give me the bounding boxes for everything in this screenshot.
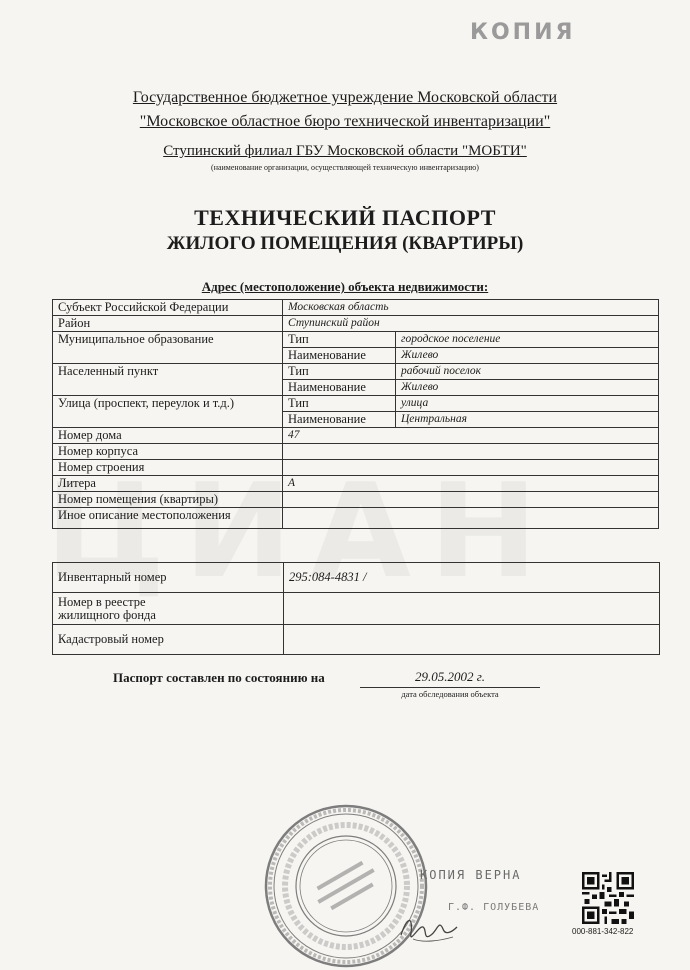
table-row — [53, 364, 659, 380]
building-label: Номер корпуса — [53, 444, 283, 460]
table-row — [53, 563, 660, 593]
locality-label: Населенный пункт — [53, 364, 283, 396]
document-title: ТЕХНИЧЕСКИЙ ПАСПОРТ — [194, 205, 496, 230]
other-value — [283, 508, 659, 529]
letter-value: А — [283, 476, 659, 492]
passport-date-caption: дата обследования объекта — [401, 689, 499, 699]
inventory-table — [52, 562, 660, 655]
address-heading: Адрес (местоположение) объекта недвижимости: — [201, 279, 489, 294]
registry-label-line2: жилищного фонда — [58, 608, 156, 622]
letter-label: Литера — [53, 476, 283, 492]
inventory-value: 295:084-4831 / — [284, 563, 660, 593]
table-row — [53, 625, 660, 655]
street-type-label: Тип — [283, 396, 396, 412]
copy-verified-stamp: КОПИЯ ВЕРНА — [420, 868, 522, 882]
municipal-name-value: Жилево — [396, 348, 659, 364]
apartment-label: Номер помещения (квартиры) — [53, 492, 283, 508]
locality-name-value: Жилево — [396, 380, 659, 396]
street-name-value: Центральная — [396, 412, 659, 428]
table-row — [53, 332, 659, 348]
table-row — [53, 428, 659, 444]
street-label: Улица (проспект, переулок и т.д.) — [53, 396, 283, 428]
registry-label — [53, 593, 284, 625]
district-value: Ступинский район — [283, 316, 659, 332]
district-label: Район — [53, 316, 283, 332]
org-name-line2: "Московское областное бюро технической инвентаризации" — [139, 113, 551, 130]
passport-date: 29.05.2002 г. — [360, 669, 540, 688]
municipal-name-label: Наименование — [283, 348, 396, 364]
street-name-label: Наименование — [283, 412, 396, 428]
table-row — [53, 508, 659, 529]
municipal-label: Муниципальное образование — [53, 332, 283, 364]
qr-number: 000-881-342-822 — [572, 927, 634, 936]
table-row — [53, 460, 659, 476]
certifier-name: Г.Ф. ГОЛУБЕВА — [448, 902, 540, 913]
address-table — [52, 299, 659, 529]
house-value: 47 — [283, 428, 659, 444]
locality-name-label: Наименование — [283, 380, 396, 396]
locality-type-label: Тип — [283, 364, 396, 380]
apartment-value — [283, 492, 659, 508]
branch-note: (наименование организации, осуществляющей техническую инвентаризацию) — [211, 163, 479, 172]
document-subtitle: ЖИЛОГО ПОМЕЩЕНИЯ (КВАРТИРЫ) — [166, 233, 524, 254]
subject-value: Московская область — [283, 300, 659, 316]
table-row — [53, 476, 659, 492]
other-label: Иное описание местоположения — [53, 508, 283, 529]
street-type-value: улица — [396, 396, 659, 412]
table-row — [53, 492, 659, 508]
org-name-line1: Государственное бюджетное учреждение Московской области — [132, 89, 558, 106]
structure-value — [283, 460, 659, 476]
structure-label: Номер строения — [53, 460, 283, 476]
signature-icon — [393, 905, 463, 950]
copy-stamp: КОПИЯ — [470, 20, 576, 45]
branch-name: Ступинский филиал ГБУ Московской области "МОБТИ" — [163, 143, 527, 159]
cadastral-value — [284, 625, 660, 655]
locality-type-value: рабочий поселок — [396, 364, 659, 380]
table-row — [53, 396, 659, 412]
table-row — [53, 300, 659, 316]
table-row — [53, 444, 659, 460]
qr-code-icon — [582, 872, 634, 924]
passport-state-label: Паспорт составлен по состоянию на — [113, 670, 325, 685]
municipal-type-label: Тип — [283, 332, 396, 348]
municipal-type-value: городское поселение — [396, 332, 659, 348]
registry-label-line1: Номер в реестре — [58, 595, 146, 609]
registry-value — [284, 593, 660, 625]
subject-label: Субъект Российской Федерации — [53, 300, 283, 316]
house-label: Номер дома — [53, 428, 283, 444]
cadastral-label: Кадастровый номер — [53, 625, 284, 655]
inventory-label: Инвентарный номер — [53, 563, 284, 593]
building-value — [283, 444, 659, 460]
table-row — [53, 593, 660, 625]
table-row — [53, 316, 659, 332]
